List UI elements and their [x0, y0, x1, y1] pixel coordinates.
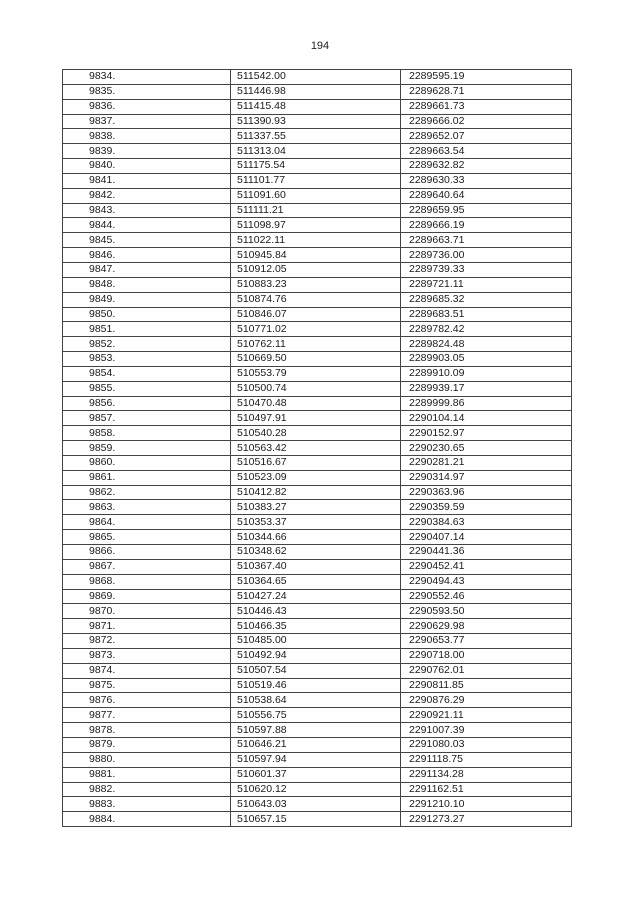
coordinates-table-container — [62, 69, 571, 827]
x-coordinate-cell: 510597.88 — [231, 723, 401, 738]
table-row — [63, 84, 572, 99]
x-coordinate-cell: 510563.42 — [231, 441, 401, 456]
x-coordinate-cell: 510344.66 — [231, 530, 401, 545]
point-number-cell: 9869. — [63, 589, 231, 604]
point-number-cell: 9855. — [63, 381, 231, 396]
point-number-cell: 9838. — [63, 129, 231, 144]
table-row — [63, 530, 572, 545]
table-row — [63, 381, 572, 396]
x-coordinate-cell: 510367.40 — [231, 559, 401, 574]
x-coordinate-cell: 510669.50 — [231, 352, 401, 367]
y-coordinate-cell: 2289663.54 — [401, 144, 572, 159]
y-coordinate-cell: 2289999.86 — [401, 396, 572, 411]
x-coordinate-cell: 510601.37 — [231, 767, 401, 782]
point-number-cell: 9843. — [63, 203, 231, 218]
y-coordinate-cell: 2290281.21 — [401, 455, 572, 470]
y-coordinate-cell: 2291080.03 — [401, 737, 572, 752]
table-row — [63, 218, 572, 233]
table-row — [63, 767, 572, 782]
y-coordinate-cell: 2289782.42 — [401, 322, 572, 337]
table-row — [63, 337, 572, 352]
y-coordinate-cell: 2290718.00 — [401, 648, 572, 663]
table-row — [63, 322, 572, 337]
point-number-cell: 9842. — [63, 188, 231, 203]
y-coordinate-cell: 2290552.46 — [401, 589, 572, 604]
point-number-cell: 9872. — [63, 634, 231, 649]
y-coordinate-cell: 2290653.77 — [401, 634, 572, 649]
table-row — [63, 411, 572, 426]
x-coordinate-cell: 510945.84 — [231, 248, 401, 263]
y-coordinate-cell: 2289824.48 — [401, 337, 572, 352]
y-coordinate-cell: 2290407.14 — [401, 530, 572, 545]
table-row — [63, 396, 572, 411]
x-coordinate-cell: 510771.02 — [231, 322, 401, 337]
x-coordinate-cell: 511390.93 — [231, 114, 401, 129]
x-coordinate-cell: 510846.07 — [231, 307, 401, 322]
point-number-cell: 9870. — [63, 604, 231, 619]
table-row — [63, 812, 572, 827]
point-number-cell: 9850. — [63, 307, 231, 322]
point-number-cell: 9865. — [63, 530, 231, 545]
x-coordinate-cell: 510883.23 — [231, 277, 401, 292]
point-number-cell: 9875. — [63, 678, 231, 693]
point-number-cell: 9874. — [63, 663, 231, 678]
point-number-cell: 9846. — [63, 248, 231, 263]
x-coordinate-cell: 510353.37 — [231, 515, 401, 530]
point-number-cell: 9863. — [63, 500, 231, 515]
y-coordinate-cell: 2291162.51 — [401, 782, 572, 797]
point-number-cell: 9868. — [63, 574, 231, 589]
point-number-cell: 9861. — [63, 470, 231, 485]
table-row — [63, 99, 572, 114]
point-number-cell: 9877. — [63, 708, 231, 723]
table-row — [63, 515, 572, 530]
x-coordinate-cell: 510412.82 — [231, 485, 401, 500]
y-coordinate-cell: 2290314.97 — [401, 470, 572, 485]
page-number: 194 — [310, 40, 330, 52]
y-coordinate-cell: 2289736.00 — [401, 248, 572, 263]
x-coordinate-cell: 511313.04 — [231, 144, 401, 159]
table-row — [63, 307, 572, 322]
x-coordinate-cell: 510492.94 — [231, 648, 401, 663]
y-coordinate-cell: 2290762.01 — [401, 663, 572, 678]
x-coordinate-cell: 511415.48 — [231, 99, 401, 114]
point-number-cell: 9849. — [63, 292, 231, 307]
x-coordinate-cell: 510597.94 — [231, 752, 401, 767]
point-number-cell: 9880. — [63, 752, 231, 767]
y-coordinate-cell: 2291210.10 — [401, 797, 572, 812]
y-coordinate-cell: 2290152.97 — [401, 426, 572, 441]
table-row — [63, 70, 572, 85]
point-number-cell: 9881. — [63, 767, 231, 782]
x-coordinate-cell: 510500.74 — [231, 381, 401, 396]
point-number-cell: 9884. — [63, 812, 231, 827]
y-coordinate-cell: 2290811.85 — [401, 678, 572, 693]
point-number-cell: 9848. — [63, 277, 231, 292]
x-coordinate-cell: 510516.67 — [231, 455, 401, 470]
point-number-cell: 9866. — [63, 545, 231, 560]
point-number-cell: 9867. — [63, 559, 231, 574]
table-row — [63, 559, 572, 574]
table-row — [63, 485, 572, 500]
table-row — [63, 663, 572, 678]
y-coordinate-cell: 2289661.73 — [401, 99, 572, 114]
table-row — [63, 262, 572, 277]
y-coordinate-cell: 2291118.75 — [401, 752, 572, 767]
y-coordinate-cell: 2289652.07 — [401, 129, 572, 144]
table-row — [63, 693, 572, 708]
point-number-cell: 9878. — [63, 723, 231, 738]
x-coordinate-cell: 510485.00 — [231, 634, 401, 649]
y-coordinate-cell: 2289630.33 — [401, 173, 572, 188]
table-row — [63, 426, 572, 441]
y-coordinate-cell: 2289910.09 — [401, 366, 572, 381]
y-coordinate-cell: 2289739.33 — [401, 262, 572, 277]
point-number-cell: 9837. — [63, 114, 231, 129]
point-number-cell: 9871. — [63, 619, 231, 634]
y-coordinate-cell: 2290359.59 — [401, 500, 572, 515]
point-number-cell: 9858. — [63, 426, 231, 441]
x-coordinate-cell: 511175.54 — [231, 159, 401, 174]
x-coordinate-cell: 510364.65 — [231, 574, 401, 589]
point-number-cell: 9845. — [63, 233, 231, 248]
table-row — [63, 292, 572, 307]
point-number-cell: 9844. — [63, 218, 231, 233]
x-coordinate-cell: 510646.21 — [231, 737, 401, 752]
x-coordinate-cell: 511101.77 — [231, 173, 401, 188]
y-coordinate-cell: 2289685.32 — [401, 292, 572, 307]
table-row — [63, 248, 572, 263]
x-coordinate-cell: 510519.46 — [231, 678, 401, 693]
table-row — [63, 233, 572, 248]
y-coordinate-cell: 2289666.02 — [401, 114, 572, 129]
coordinates-table — [62, 69, 572, 827]
table-row — [63, 159, 572, 174]
x-coordinate-cell: 511111.21 — [231, 203, 401, 218]
y-coordinate-cell: 2291134.28 — [401, 767, 572, 782]
table-row — [63, 737, 572, 752]
x-coordinate-cell: 510446.43 — [231, 604, 401, 619]
y-coordinate-cell: 2289903.05 — [401, 352, 572, 367]
x-coordinate-cell: 510657.15 — [231, 812, 401, 827]
point-number-cell: 9836. — [63, 99, 231, 114]
table-row — [63, 277, 572, 292]
x-coordinate-cell: 510507.54 — [231, 663, 401, 678]
point-number-cell: 9860. — [63, 455, 231, 470]
x-coordinate-cell: 510762.11 — [231, 337, 401, 352]
table-row — [63, 203, 572, 218]
table-row — [63, 634, 572, 649]
table-row — [63, 589, 572, 604]
table-row — [63, 752, 572, 767]
y-coordinate-cell: 2289640.64 — [401, 188, 572, 203]
point-number-cell: 9876. — [63, 693, 231, 708]
x-coordinate-cell: 510470.48 — [231, 396, 401, 411]
y-coordinate-cell: 2291273.27 — [401, 812, 572, 827]
table-row — [63, 144, 572, 159]
table-row — [63, 455, 572, 470]
table-row — [63, 470, 572, 485]
table-row — [63, 723, 572, 738]
x-coordinate-cell: 510427.24 — [231, 589, 401, 604]
y-coordinate-cell: 2289939.17 — [401, 381, 572, 396]
x-coordinate-cell: 511022.11 — [231, 233, 401, 248]
x-coordinate-cell: 510620.12 — [231, 782, 401, 797]
table-row — [63, 782, 572, 797]
table-row — [63, 500, 572, 515]
y-coordinate-cell: 2289632.82 — [401, 159, 572, 174]
y-coordinate-cell: 2289666.19 — [401, 218, 572, 233]
y-coordinate-cell: 2289721.11 — [401, 277, 572, 292]
y-coordinate-cell: 2290921.11 — [401, 708, 572, 723]
point-number-cell: 9839. — [63, 144, 231, 159]
y-coordinate-cell: 2289595.19 — [401, 70, 572, 85]
y-coordinate-cell: 2289683.51 — [401, 307, 572, 322]
x-coordinate-cell: 510556.75 — [231, 708, 401, 723]
y-coordinate-cell: 2291007.39 — [401, 723, 572, 738]
y-coordinate-cell: 2290363.96 — [401, 485, 572, 500]
point-number-cell: 9835. — [63, 84, 231, 99]
point-number-cell: 9840. — [63, 159, 231, 174]
x-coordinate-cell: 510497.91 — [231, 411, 401, 426]
x-coordinate-cell: 510553.79 — [231, 366, 401, 381]
point-number-cell: 9854. — [63, 366, 231, 381]
table-row — [63, 188, 572, 203]
table-row — [63, 441, 572, 456]
y-coordinate-cell: 2289659.95 — [401, 203, 572, 218]
x-coordinate-cell: 511098.97 — [231, 218, 401, 233]
y-coordinate-cell: 2290441.36 — [401, 545, 572, 560]
table-row — [63, 545, 572, 560]
table-row — [63, 648, 572, 663]
table-row — [63, 574, 572, 589]
point-number-cell: 9856. — [63, 396, 231, 411]
point-number-cell: 9879. — [63, 737, 231, 752]
table-row — [63, 678, 572, 693]
x-coordinate-cell: 510912.05 — [231, 262, 401, 277]
y-coordinate-cell: 2289663.71 — [401, 233, 572, 248]
x-coordinate-cell: 511542.00 — [231, 70, 401, 85]
x-coordinate-cell: 511446.98 — [231, 84, 401, 99]
x-coordinate-cell: 510466.35 — [231, 619, 401, 634]
point-number-cell: 9852. — [63, 337, 231, 352]
x-coordinate-cell: 510540.28 — [231, 426, 401, 441]
y-coordinate-cell: 2289628.71 — [401, 84, 572, 99]
y-coordinate-cell: 2290384.63 — [401, 515, 572, 530]
table-row — [63, 352, 572, 367]
point-number-cell: 9841. — [63, 173, 231, 188]
coordinates-table-body — [63, 70, 572, 827]
point-number-cell: 9857. — [63, 411, 231, 426]
x-coordinate-cell: 510538.64 — [231, 693, 401, 708]
x-coordinate-cell: 510643.03 — [231, 797, 401, 812]
x-coordinate-cell: 510348.62 — [231, 545, 401, 560]
y-coordinate-cell: 2290629.98 — [401, 619, 572, 634]
y-coordinate-cell: 2290452.41 — [401, 559, 572, 574]
point-number-cell: 9834. — [63, 70, 231, 85]
y-coordinate-cell: 2290230.65 — [401, 441, 572, 456]
table-row — [63, 114, 572, 129]
x-coordinate-cell: 511091.60 — [231, 188, 401, 203]
table-row — [63, 129, 572, 144]
y-coordinate-cell: 2290593.50 — [401, 604, 572, 619]
point-number-cell: 9864. — [63, 515, 231, 530]
point-number-cell: 9853. — [63, 352, 231, 367]
table-row — [63, 708, 572, 723]
table-row — [63, 619, 572, 634]
point-number-cell: 9859. — [63, 441, 231, 456]
y-coordinate-cell: 2290104.14 — [401, 411, 572, 426]
point-number-cell: 9847. — [63, 262, 231, 277]
point-number-cell: 9862. — [63, 485, 231, 500]
x-coordinate-cell: 510874.76 — [231, 292, 401, 307]
y-coordinate-cell: 2290876.29 — [401, 693, 572, 708]
point-number-cell: 9873. — [63, 648, 231, 663]
point-number-cell: 9883. — [63, 797, 231, 812]
table-row — [63, 366, 572, 381]
x-coordinate-cell: 510383.27 — [231, 500, 401, 515]
x-coordinate-cell: 510523.09 — [231, 470, 401, 485]
table-row — [63, 797, 572, 812]
table-row — [63, 173, 572, 188]
x-coordinate-cell: 511337.55 — [231, 129, 401, 144]
y-coordinate-cell: 2290494.43 — [401, 574, 572, 589]
point-number-cell: 9882. — [63, 782, 231, 797]
point-number-cell: 9851. — [63, 322, 231, 337]
table-row — [63, 604, 572, 619]
